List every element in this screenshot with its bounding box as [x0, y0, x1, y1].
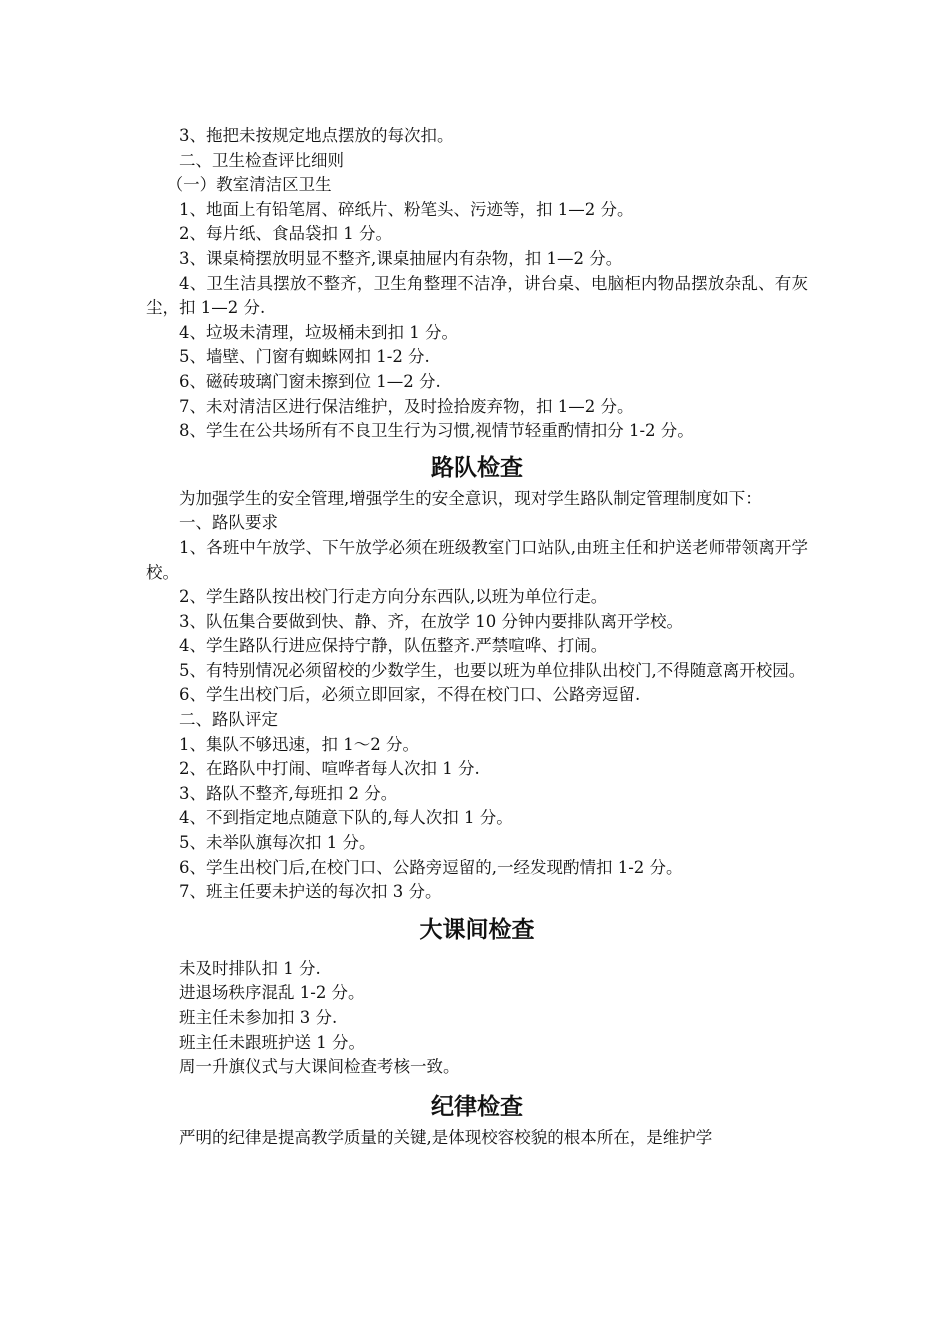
- section-title: 大课间检查: [419, 916, 535, 943]
- text-line: 2、在路队中打闹、喧哗者每人次扣 1 分.: [179, 759, 480, 779]
- section-title: 路队检查: [431, 454, 523, 481]
- document-page: [146, 124, 808, 1150]
- text-line: 1、地面上有铅笔屑、碎纸片、粉笔头、污迹等，扣 1—2 分。: [179, 199, 634, 219]
- text-line: 8、学生在公共场所有不良卫生行为习惯,视情节轻重酌情扣分 1-2 分。: [179, 421, 694, 441]
- text-line: 2、学生路队按出校门行走方向分东西队,以班为单位行走。: [179, 587, 608, 607]
- text-line: 3、路队不整齐,每班扣 2 分。: [179, 783, 398, 803]
- text-line: 5、墙壁、门窗有蜘蛛网扣 1-2 分.: [179, 347, 430, 367]
- text-line: 未及时排队扣 1 分.: [179, 958, 321, 978]
- subsection-heading: （一）教室清洁区卫生: [166, 175, 332, 195]
- subsection-heading: 二、卫生检查评比细则: [179, 150, 344, 170]
- section-title: 纪律检查: [431, 1093, 523, 1120]
- text-line: 班主任未参加扣 3 分.: [179, 1008, 338, 1027]
- text-paragraph: 5、有特别情况必须留校的少数学生，也要以班为单位排队出校门,不得随意离开校园。: [179, 660, 806, 680]
- text-paragraph: 1、各班中午放学、下午放学必须在班级教室门口站队,由班主任和护送老师带领离开学校。: [146, 537, 808, 582]
- text-line: 4、不到指定地点随意下队的,每人次扣 1 分。: [179, 808, 513, 828]
- subsection-heading: 二、路队评定: [179, 710, 278, 730]
- text-line: 4、垃圾未清理，垃圾桶未到扣 1 分。: [179, 322, 458, 342]
- text-line: 3、拖把未按规定地点摆放的每次扣。: [179, 126, 454, 145]
- text-line: 班主任未跟班护送 1 分。: [179, 1032, 365, 1052]
- text-line: 2、每片纸、食品袋扣 1 分。: [179, 224, 392, 244]
- text-line: 4、学生路队行进应保持宁静，队伍整齐.严禁喧哗、打闹。: [179, 636, 608, 656]
- text-paragraph: 为加强学生的安全管理,增强学生的安全意识，现对学生路队制定管理制度如下：: [179, 488, 762, 508]
- text-line: 6、学生出校门后，必须立即回家，不得在校门口、公路旁逗留.: [179, 685, 641, 705]
- text-line: 6、磁砖玻璃门窗未擦到位 1—2 分.: [179, 371, 441, 391]
- subsection-heading: 一、路队要求: [179, 513, 278, 533]
- text-line: 5、未举队旗每次扣 1 分。: [179, 833, 376, 853]
- text-line: 7、未对清洁区进行保洁维护，及时捡拾废弃物，扣 1—2 分。: [179, 396, 634, 416]
- text-line: 1、集队不够迅速，扣 1～2 分。: [179, 734, 419, 754]
- text-line: 周一升旗仪式与大课间检查考核一致。: [179, 1057, 460, 1077]
- text-line: 3、队伍集合要做到快、静、齐，在放学 10 分钟内要排队离开学校。: [179, 611, 683, 631]
- text-paragraph: 4、卫生洁具摆放不整齐，卫生角整理不洁净，讲台桌、电脑柜内物品摆放杂乱、有灰尘，扣 1—2 分.: [146, 273, 808, 318]
- text-line: 6、学生出校门后,在校门口、公路旁逗留的,一经发现酌情扣 1-2 分。: [179, 857, 683, 877]
- text-line: 严明的纪律是提高教学质量的关键,是体现校容校貌的根本所在，是维护学: [179, 1127, 713, 1147]
- text-line: 7、班主任要未护送的每次扣 3 分。: [179, 882, 442, 902]
- text-line: 3、课桌椅摆放明显不整齐,课桌抽屉内有杂物，扣 1—2 分。: [179, 248, 623, 268]
- text-line: 进退场秩序混乱 1-2 分。: [179, 983, 365, 1003]
